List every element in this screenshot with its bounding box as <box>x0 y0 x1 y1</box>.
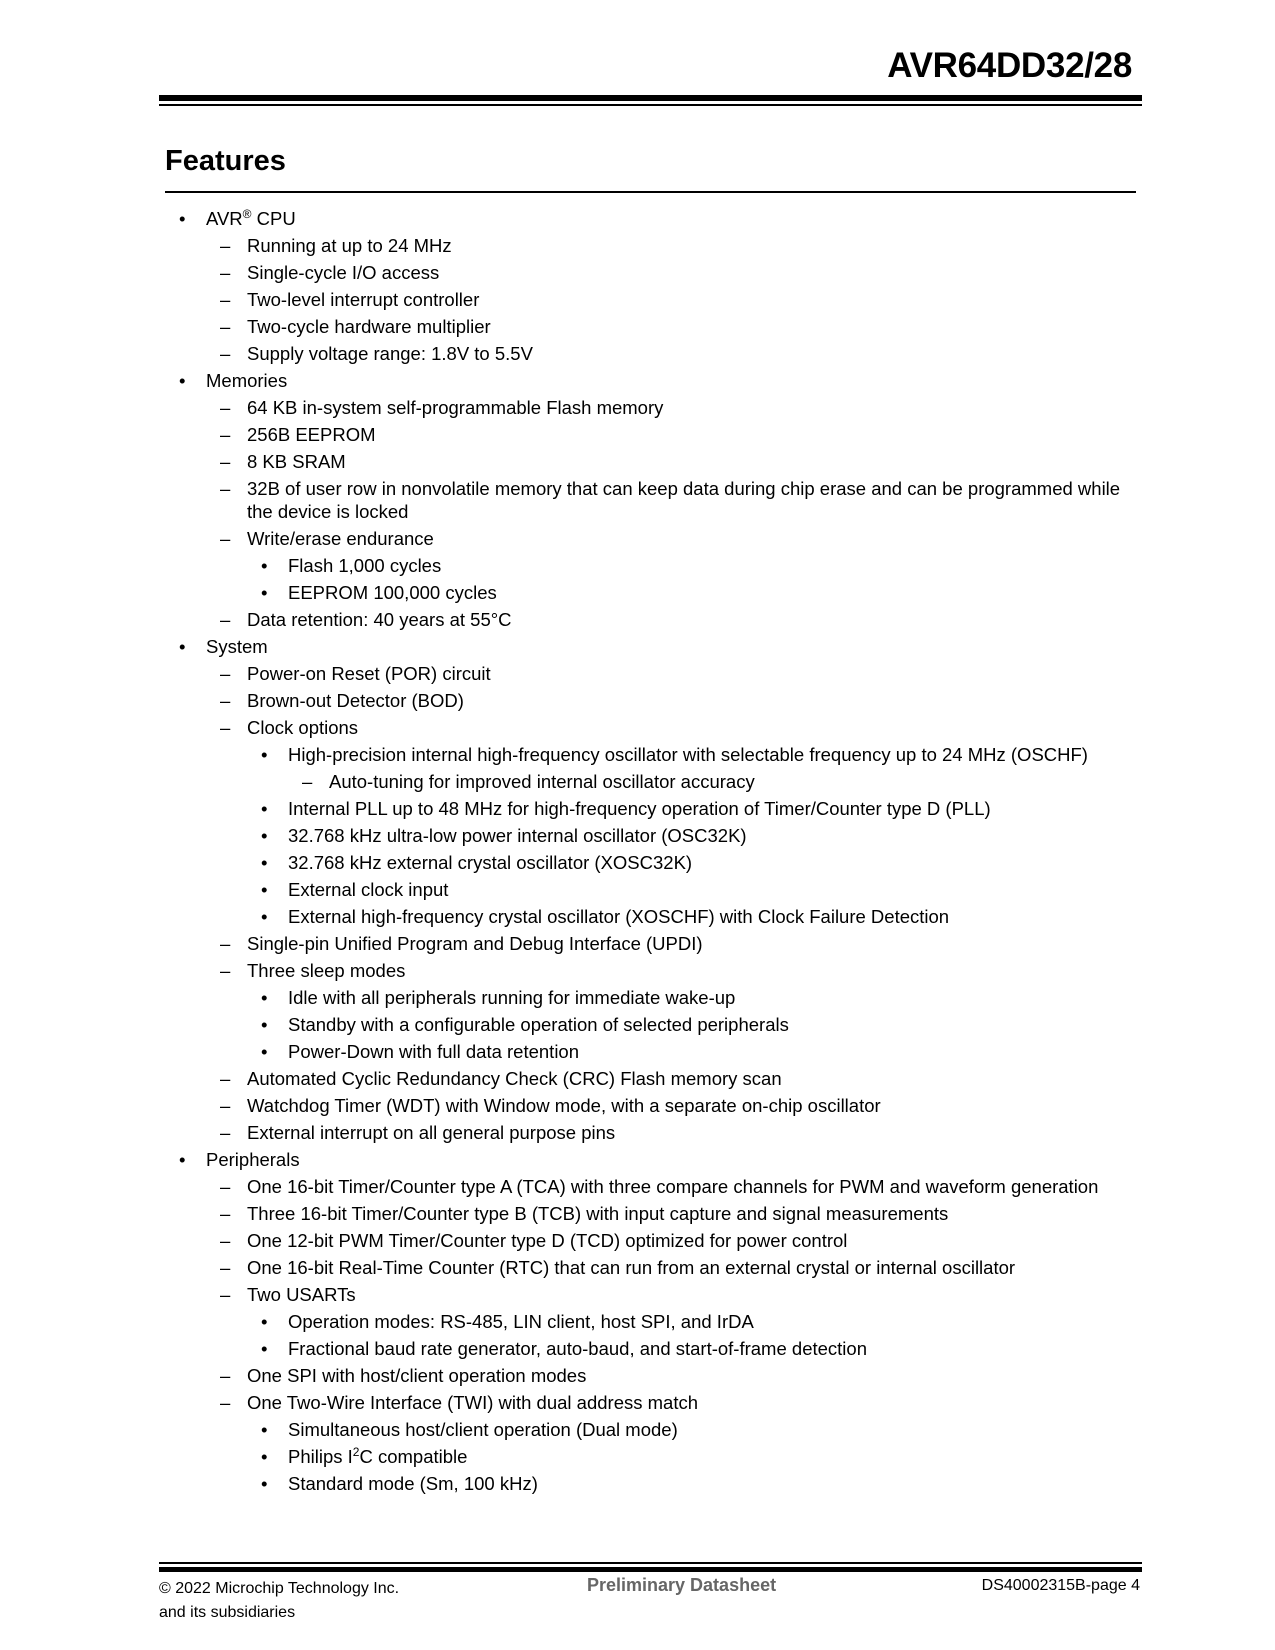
dash-marker: – <box>220 663 231 684</box>
list-item <box>165 394 1145 421</box>
list-item <box>165 421 1145 448</box>
peripheral-item: One 12-bit PWM Timer/Counter type D (TCD) optimized for power control <box>247 1230 848 1251</box>
list-item <box>165 1011 1145 1038</box>
system-item: Three sleep modes <box>247 960 406 981</box>
list-item <box>165 367 1145 394</box>
bullet-marker: • <box>179 1149 186 1170</box>
list-item <box>165 579 1145 606</box>
features-list <box>165 205 1145 1497</box>
system-item: Brown-out Detector (BOD) <box>247 690 464 711</box>
list-item <box>165 822 1145 849</box>
list-item <box>165 525 1145 552</box>
list-item <box>165 286 1145 313</box>
list-item <box>165 1443 1145 1470</box>
bullet-marker: • <box>261 879 268 900</box>
list-item <box>165 606 1145 633</box>
list-item <box>165 552 1145 579</box>
dash-marker: – <box>220 1203 231 1224</box>
copyright-line-2: and its subsidiaries <box>159 1604 296 1621</box>
endurance-item: EEPROM 100,000 cycles <box>288 582 497 603</box>
list-item <box>165 1281 1145 1308</box>
peripherals-label: Peripherals <box>206 1149 300 1170</box>
system-item: Clock options <box>247 717 359 738</box>
memory-item: 32B of user row in nonvolatile memory that can keep data during chip erase and can be programmed while the device is locked <box>247 478 1121 522</box>
dash-marker: – <box>220 235 231 256</box>
system-item: External interrupt on all general purpose pins <box>247 1122 616 1143</box>
footer-page-number: DS40002315B-page 4 <box>981 1577 1140 1594</box>
list-item <box>165 1146 1145 1173</box>
peripheral-item: Two USARTs <box>247 1284 356 1305</box>
dash-marker: – <box>220 717 231 738</box>
dash-marker: – <box>220 690 231 711</box>
usart-item: Fractional baud rate generator, auto-baud, and start-of-frame detection <box>288 1338 867 1359</box>
sleep-item: Idle with all peripherals running for immediate wake-up <box>288 987 736 1008</box>
dash-marker: – <box>220 1230 231 1251</box>
copyright-line-1: © 2022 Microchip Technology Inc. <box>159 1580 400 1597</box>
footer-rule-thin <box>159 1562 1142 1564</box>
list-item <box>165 930 1145 957</box>
dash-marker: – <box>220 262 231 283</box>
section-title: Features <box>165 145 286 177</box>
bullet-marker: • <box>261 1338 268 1359</box>
section-divider <box>165 191 1136 193</box>
bullet-marker: • <box>261 1041 268 1062</box>
bullet-marker: • <box>261 582 268 603</box>
list-item <box>165 1065 1145 1092</box>
bullet-marker: • <box>261 825 268 846</box>
sleep-item: Power-Down with full data retention <box>288 1041 580 1062</box>
list-item <box>165 1227 1145 1254</box>
cpu-label: AVR <box>206 208 243 229</box>
twi-item: Simultaneous host/client operation (Dual mode) <box>288 1419 678 1440</box>
cpu-item: Supply voltage range: 1.8V to 5.5V <box>247 343 533 364</box>
memory-item: 64 KB in-system self-programmable Flash memory <box>247 397 664 418</box>
memory-item: Data retention: 40 years at 55°C <box>247 609 512 630</box>
dash-marker: – <box>220 1176 231 1197</box>
peripheral-item: Three 16-bit Timer/Counter type B (TCB) with input capture and signal measurements <box>247 1203 949 1224</box>
list-item <box>165 1092 1145 1119</box>
twi-item-i2c-sup: 2 <box>352 1445 360 1459</box>
dash-marker: – <box>220 343 231 364</box>
list-item <box>165 1362 1145 1389</box>
cpu-item: Two-level interrupt controller <box>247 289 480 310</box>
dash-marker: – <box>220 316 231 337</box>
dash-marker: – <box>220 1257 231 1278</box>
list-item <box>165 903 1145 930</box>
list-item <box>165 1200 1145 1227</box>
list-item <box>165 741 1145 768</box>
list-item <box>165 1470 1145 1497</box>
sleep-item: Standby with a configurable operation of selected peripherals <box>288 1014 789 1035</box>
cpu-item: Running at up to 24 MHz <box>247 235 452 256</box>
list-item <box>165 660 1145 687</box>
bullet-marker: • <box>261 852 268 873</box>
endurance-item: Flash 1,000 cycles <box>288 555 442 576</box>
bullet-marker: • <box>179 208 186 229</box>
list-item <box>165 340 1145 367</box>
list-item <box>165 876 1145 903</box>
list-item <box>165 957 1145 984</box>
memories-label: Memories <box>206 370 288 391</box>
footer-rule-thick <box>159 1567 1142 1572</box>
footer-doc-status: Preliminary Datasheet <box>587 1575 777 1595</box>
dash-marker: – <box>220 451 231 472</box>
system-item: Automated Cyclic Redundancy Check (CRC) Flash memory scan <box>247 1068 782 1089</box>
list-item <box>165 1335 1145 1362</box>
header-rule-thick <box>159 95 1142 101</box>
list-item <box>165 205 1145 232</box>
bullet-marker: • <box>179 636 186 657</box>
dash-marker: – <box>220 1392 231 1413</box>
list-item <box>165 475 1145 525</box>
system-item: Single-pin Unified Program and Debug Interface (UPDI) <box>247 933 703 954</box>
footer-copyright <box>159 1577 399 1625</box>
dash-marker: – <box>220 1068 231 1089</box>
dash-marker: – <box>220 609 231 630</box>
dash-marker: – <box>220 1365 231 1386</box>
header-rule-thin <box>159 104 1142 106</box>
list-item <box>165 1038 1145 1065</box>
bullet-marker: • <box>261 1473 268 1494</box>
cpu-label-rest: CPU <box>251 208 296 229</box>
dash-marker: – <box>220 528 231 549</box>
dash-marker: – <box>302 771 313 792</box>
peripheral-item: One 16-bit Real-Time Counter (RTC) that can run from an external crystal or internal oscillator <box>247 1257 1016 1278</box>
peripheral-item: One 16-bit Timer/Counter type A (TCA) with three compare channels for PWM and waveform generation <box>247 1176 1099 1197</box>
cpu-item: Single-cycle I/O access <box>247 262 440 283</box>
system-item: Watchdog Timer (WDT) with Window mode, with a separate on-chip oscillator <box>247 1095 881 1116</box>
memory-item: Write/erase endurance <box>247 528 434 549</box>
system-item: Power-on Reset (POR) circuit <box>247 663 491 684</box>
system-label: System <box>206 636 268 657</box>
list-item <box>165 232 1145 259</box>
memory-item: 8 KB SRAM <box>247 451 346 472</box>
clock-item: Internal PLL up to 48 MHz for high-frequency operation of Timer/Counter type D (PLL) <box>288 798 991 819</box>
bullet-marker: • <box>261 1419 268 1440</box>
clock-item: High-precision internal high-frequency oscillator with selectable frequency up to 24 MHz (OSCHF) <box>288 744 1088 765</box>
list-item <box>165 795 1145 822</box>
dash-marker: – <box>220 424 231 445</box>
bullet-marker: • <box>179 370 186 391</box>
list-item <box>165 984 1145 1011</box>
bullet-marker: • <box>261 744 268 765</box>
clock-subitem: Auto-tuning for improved internal oscillator accuracy <box>329 771 755 792</box>
dash-marker: – <box>220 289 231 310</box>
twi-item-i2c-b: C compatible <box>359 1446 468 1467</box>
dash-marker: – <box>220 1284 231 1305</box>
list-item <box>165 1416 1145 1443</box>
twi-item: Standard mode (Sm, 100 kHz) <box>288 1473 538 1494</box>
usart-item: Operation modes: RS-485, LIN client, host SPI, and IrDA <box>288 1311 754 1332</box>
bullet-marker: • <box>261 987 268 1008</box>
bullet-marker: • <box>261 555 268 576</box>
list-item <box>165 1389 1145 1416</box>
list-item <box>165 259 1145 286</box>
cpu-item: Two-cycle hardware multiplier <box>247 316 491 337</box>
document-header-title: AVR64DD32/28 <box>887 46 1132 85</box>
list-item <box>165 1254 1145 1281</box>
peripheral-item: One SPI with host/client operation modes <box>247 1365 587 1386</box>
list-item <box>165 313 1145 340</box>
list-item <box>165 1173 1145 1200</box>
twi-item-i2c-a: Philips I <box>288 1446 353 1467</box>
memory-item: 256B EEPROM <box>247 424 376 445</box>
bullet-marker: • <box>261 1311 268 1332</box>
list-item <box>165 768 1145 795</box>
dash-marker: – <box>220 1122 231 1143</box>
peripheral-item: One Two-Wire Interface (TWI) with dual address match <box>247 1392 699 1413</box>
list-item <box>165 448 1145 475</box>
dash-marker: – <box>220 397 231 418</box>
clock-item: 32.768 kHz ultra-low power internal oscillator (OSC32K) <box>288 825 747 846</box>
list-item <box>165 687 1145 714</box>
list-item <box>165 1308 1145 1335</box>
bullet-marker: • <box>261 1014 268 1035</box>
clock-item: 32.768 kHz external crystal oscillator (XOSC32K) <box>288 852 693 873</box>
clock-item: External high-frequency crystal oscillator (XOSCHF) with Clock Failure Detection <box>288 906 950 927</box>
bullet-marker: • <box>261 1446 268 1467</box>
clock-item: External clock input <box>288 879 449 900</box>
dash-marker: – <box>220 933 231 954</box>
list-item <box>165 714 1145 741</box>
list-item <box>165 633 1145 660</box>
dash-marker: – <box>220 960 231 981</box>
list-item <box>165 1119 1145 1146</box>
dash-marker: – <box>220 1095 231 1116</box>
list-item <box>165 849 1145 876</box>
bullet-marker: • <box>261 906 268 927</box>
registered-mark: ® <box>242 207 252 221</box>
dash-marker: – <box>220 478 231 499</box>
bullet-marker: • <box>261 798 268 819</box>
